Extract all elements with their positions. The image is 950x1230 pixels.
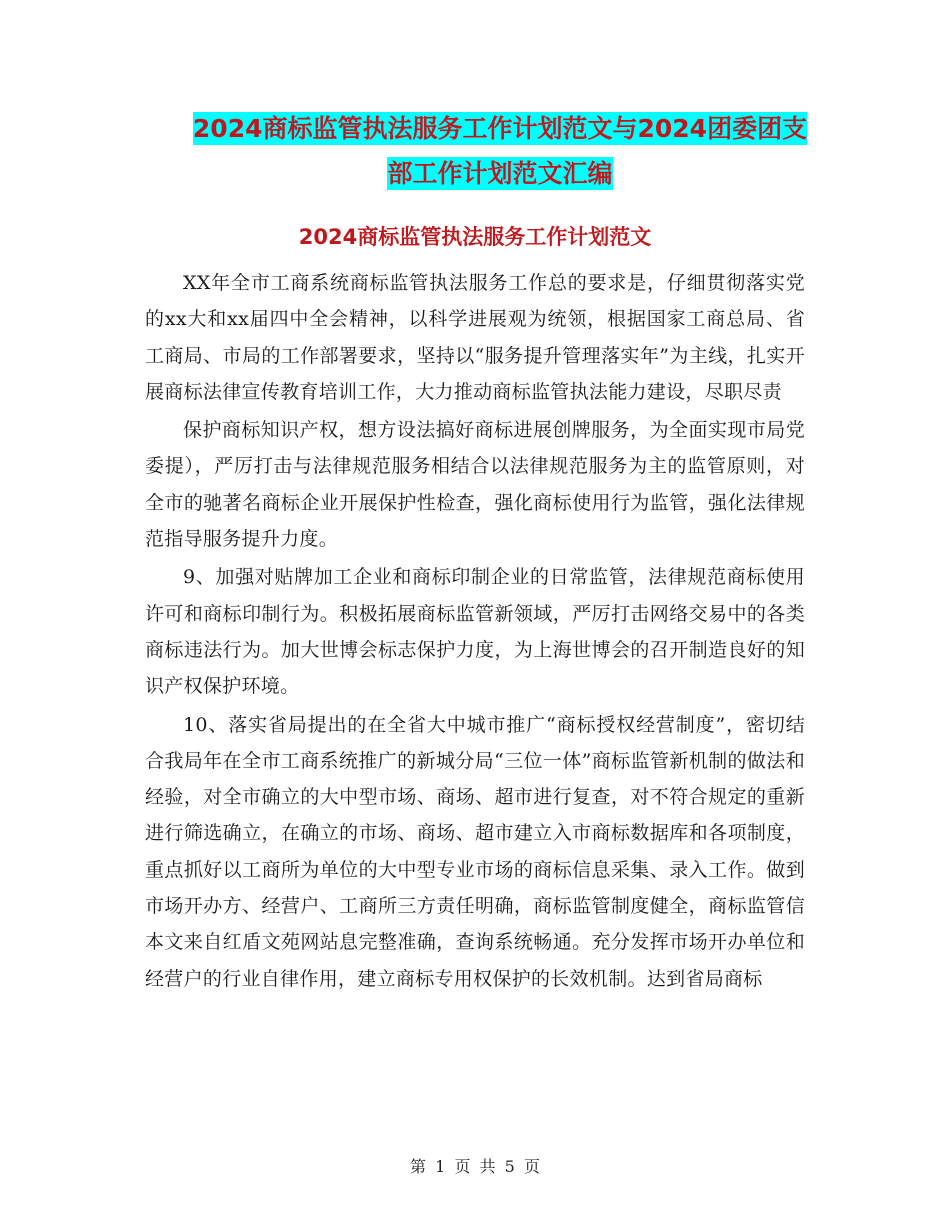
footer-total-pages: 5 xyxy=(504,1157,515,1176)
footer-label-unit: 页 xyxy=(454,1157,471,1176)
footer-label-total: 共 xyxy=(479,1157,496,1176)
paragraph-2: 保护商标知识产权，想方设法搞好商标进展创牌服务，为全面实现市局党委提），严厉打击与法律规范服务相结合以法律规范服务为主的监管原则，对全市的驰著名商标企业开展保护性检查，强化商标使用行为监管，强化法律规范指导服务提升力度。 xyxy=(145,419,805,551)
paragraph-3: 9、加强对贴牌加工企业和商标印制企业的日常监管，法律规范商标使用许可和商标印制行为。积极拓展商标监管新领域，严厉打击网络交易中的各类商标违法行为。加大世博会标志保护力度，为上海世博会的召开制造良好的知识产权保护环境。 xyxy=(145,566,805,698)
document-title xyxy=(150,106,850,196)
footer-label-page: 第 xyxy=(410,1157,427,1176)
body-text xyxy=(145,265,805,999)
title-line-2: 部工作计划范文汇编 xyxy=(387,159,613,188)
section-heading: 2024商标监管执法服务工作计划范文 xyxy=(298,225,652,249)
page-footer xyxy=(0,1156,950,1178)
title-line-1: 2024商标监管执法服务工作计划范文与2024团委团支 xyxy=(192,114,808,143)
footer-label-unit-2: 页 xyxy=(523,1157,540,1176)
footer-current-page: 1 xyxy=(435,1157,446,1176)
paragraph-1: XX年全市工商系统商标监管执法服务工作总的要求是，仔细贯彻落实党的xx大和xx届四中全会精神，以科学进展观为统领，根据国家工商总局、省工商局、市局的工作部署要求，坚持以“服务提升管理落实年”为主线，扎实开展商标法律宣传教育培训工作，大力推动商标监管执法能力建设，尽职尽责 xyxy=(145,272,805,403)
paragraph-4: 10、落实省局提出的在全省大中城市推广“商标授权经营制度”，密切结合我局年在全市工商系统推广的新城分局“三位一体”商标监管新机制的做法和经验，对全市确立的大中型市场、商场、超市进行复查，对不符合规定的重新进行筛选确立，在确立的市场、商场、超市建立入市商标数据库和各项制度，重点抓好以工商所为单位的大中型专业市场的商标信息采集、录入工作。做到市场开办方、经营户、工商所三方责任明确，商标监管制度健全，商标监管信本文来自红盾文苑网站息完整准确，查询系统畅通。充分发挥市场开办单位和经营户的行业自律作用，建立商标专用权保护的长效机制。达到省局商标 xyxy=(145,713,805,990)
